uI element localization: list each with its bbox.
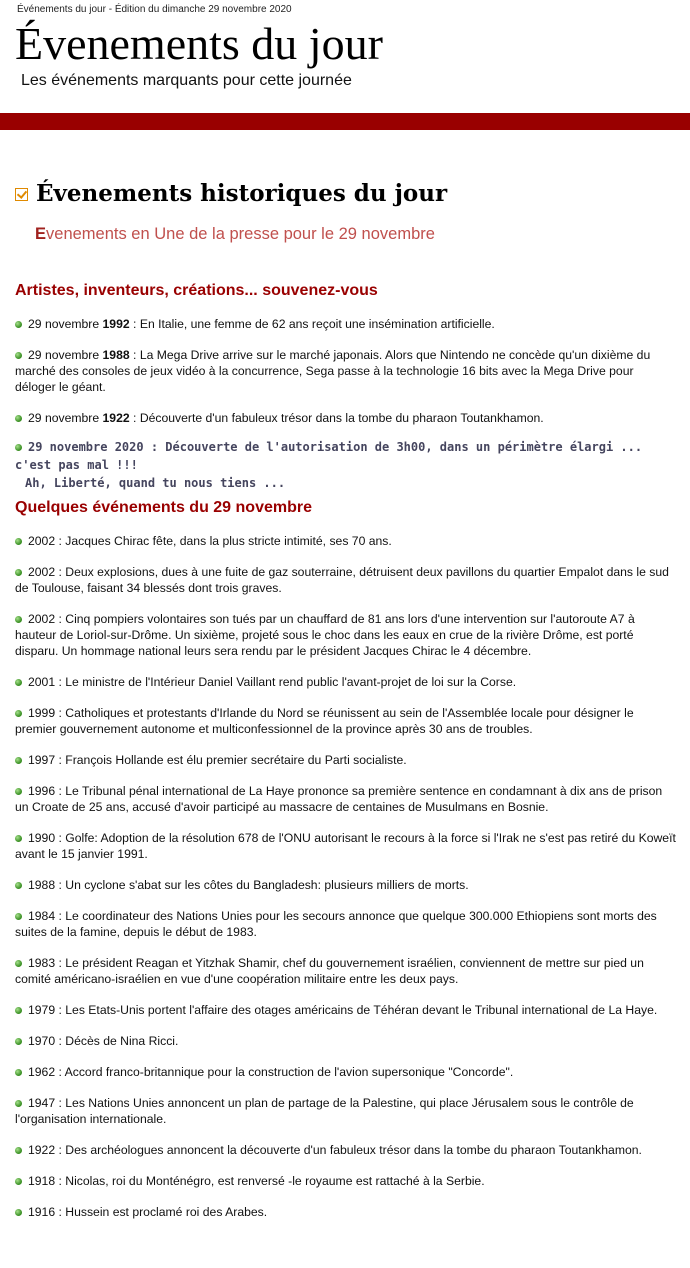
green-bullet-icon (15, 1038, 22, 1045)
artists-heading: Artistes, inventeurs, créations... souvenez-vous (15, 282, 378, 299)
event-text: 2002 : Deux explosions, dues à une fuite de gaz souterraine, détruisent deux pavillons du quartier Empalot dans le sud de Toulouse, faisant 34 blessés dont trois graves. (15, 565, 669, 595)
green-bullet-icon (15, 882, 22, 889)
event-item (15, 1204, 677, 1220)
event-item (15, 908, 677, 940)
green-bullet-icon (15, 1069, 22, 1076)
event-text: 1947 : Les Nations Unies annoncent un plan de partage de la Palestine, qui place Jérusalem sous le contrôle de l'organisation internationale. (15, 1096, 634, 1126)
green-bullet-icon (15, 538, 22, 545)
event-item (15, 1033, 677, 1049)
event-text: 1983 : Le président Reagan et Yitzhak Shamir, chef du gouvernement israélien, conviennent de mettre sur pied un comité américano-israélien en vue d'une coopération militaire entre les deux pays. (15, 956, 644, 986)
event-text: 2001 : Le ministre de l'Intérieur Daniel Vaillant rend public l'avant-projet de loi sur la Corse. (28, 675, 517, 689)
section-title: Évenements historiques du jour (36, 180, 448, 207)
green-bullet-icon (15, 835, 22, 842)
event-item (15, 955, 677, 987)
event-item (15, 877, 677, 893)
green-bullet-icon (15, 616, 22, 623)
item-text: : En Italie, une femme de 62 ans reçoit une insémination artificielle. (129, 317, 495, 331)
news-text: 29 novembre 2020 : Découverte de l'autorisation de 3h00, dans un périmètre élargi ... c'est pas mal !!! (15, 440, 643, 472)
item-date: 29 novembre (28, 348, 100, 362)
item-year: 1922 (102, 411, 130, 425)
event-text: 2002 : Cinq pompiers volontaires son tués par un chauffard de 81 ans lors d'une intervention sur l'autoroute A7 à hauteur de Loriol-sur-Drôme. Un sixième, projeté sous le choc dans les eaux en crue de la rivière Drôme, est porté disparu. Un hommage national leurs sera rendu par le président Jacques Chirac le 4 décembre. (15, 612, 635, 658)
events-heading: Quelques événements du 29 novembre (15, 499, 312, 516)
green-bullet-icon (15, 1178, 22, 1185)
edition-line: Événements du jour - Édition du dimanche 29 novembre 2020 (17, 4, 292, 15)
press-link-initial: E (35, 225, 47, 243)
event-item (15, 752, 677, 768)
event-item (15, 533, 677, 549)
event-text: 1922 : Des archéologues annoncent la découverte d'un fabuleux trésor dans la tombe du pharaon Toutankhamon. (28, 1143, 642, 1157)
events-list (15, 533, 677, 1220)
press-link-text: venements en Une de la presse pour le 29 novembre (46, 225, 435, 243)
list-item (15, 316, 677, 332)
event-item (15, 830, 677, 862)
event-text: 2002 : Jacques Chirac fête, dans la plus stricte intimité, ses 70 ans. (28, 534, 392, 548)
item-date: 29 novembre (28, 411, 100, 425)
event-item (15, 1002, 677, 1018)
item-text: : Découverte d'un fabuleux trésor dans la tombe du pharaon Toutankhamon. (129, 411, 544, 425)
green-bullet-icon (15, 710, 22, 717)
event-item (15, 564, 677, 596)
list-item (15, 410, 677, 426)
item-year: 1988 (102, 348, 130, 362)
green-bullet-icon (15, 415, 22, 422)
event-text: 1916 : Hussein est proclamé roi des Arabes. (28, 1205, 268, 1219)
event-text: 1996 : Le Tribunal pénal international de La Haye prononce sa première sentence en condamnant à dix ans de prison un Croate de 25 ans, accusé d'avoir participé au massacre de centaines de Musulmans en Bosnie. (15, 784, 663, 814)
green-bullet-icon (15, 352, 22, 359)
event-text: 1988 : Un cyclone s'abat sur les côtes du Bangladesh: plusieurs milliers de morts. (28, 878, 469, 892)
site-title[interactable]: Évenements du jour (15, 18, 383, 69)
green-bullet-icon (15, 757, 22, 764)
page-header (0, 0, 690, 113)
event-item (15, 1142, 677, 1158)
event-text: 1979 : Les Etats-Unis portent l'affaire des otages américains de Téhéran devant le Tribunal international de La Haye. (28, 1003, 658, 1017)
event-item (15, 783, 677, 815)
artists-list (15, 316, 677, 492)
event-item (15, 611, 677, 659)
press-headlines-link[interactable] (35, 225, 435, 244)
event-text: 1984 : Le coordinateur des Nations Unies pour les secours annonce que quelque 300.000 Ethiopiens sont morts des suites de la famine, depuis le début de 1983. (15, 909, 657, 939)
event-text: 1918 : Nicolas, roi du Monténégro, est renversé -le royaume est rattaché à la Serbie. (28, 1174, 485, 1188)
event-text: 1990 : Golfe: Adoption de la résolution 678 de l'ONU autorisant le recours à la force si l'Irak ne s'est pas retiré du Koweït avant le 15 janvier 1991. (15, 831, 676, 861)
green-bullet-icon (15, 1209, 22, 1216)
event-item (15, 674, 677, 690)
news-text-continued: Ah, Liberté, quand tu nous tiens ... (25, 476, 286, 490)
green-bullet-icon (15, 569, 22, 576)
news-item (15, 438, 677, 492)
event-item (15, 1173, 677, 1189)
item-year: 1992 (102, 317, 130, 331)
event-text: 1970 : Décès de Nina Ricci. (28, 1034, 179, 1048)
green-bullet-icon (15, 1007, 22, 1014)
green-bullet-icon (15, 1100, 22, 1107)
green-bullet-icon (15, 960, 22, 967)
header-divider-bar (0, 113, 690, 130)
green-bullet-icon (15, 321, 22, 328)
green-bullet-icon (15, 913, 22, 920)
main-content (15, 281, 677, 1220)
event-text: 1999 : Catholiques et protestants d'Irlande du Nord se réunissent au sein de l'Assemblée locale pour désigner le premier gouvernement autonome et multiconfessionnel de la province après 30 ans de troubles. (15, 706, 634, 736)
green-bullet-icon (15, 1147, 22, 1154)
list-item (15, 347, 677, 395)
event-item (15, 705, 677, 737)
event-item (15, 1095, 677, 1127)
event-item (15, 1064, 677, 1080)
green-bullet-icon (15, 788, 22, 795)
item-text: : La Mega Drive arrive sur le marché japonais. Alors que Nintendo ne concède qu'un dixième du marché des consoles de jeux vidéo à la concurrence, Sega passe à la technologie 16 bits avec la Mega Drive pour déloger le géant. (15, 348, 651, 394)
event-text: 1997 : François Hollande est élu premier secrétaire du Parti socialiste. (28, 753, 407, 767)
green-bullet-icon (15, 679, 22, 686)
green-bullet-icon (15, 444, 22, 451)
item-date: 29 novembre (28, 317, 100, 331)
checkbox-checked-icon (15, 188, 28, 201)
event-text: 1962 : Accord franco-britannique pour la construction de l'avion supersonique "Concorde". (28, 1065, 514, 1079)
site-tagline: Les événements marquants pour cette journée (21, 72, 352, 89)
